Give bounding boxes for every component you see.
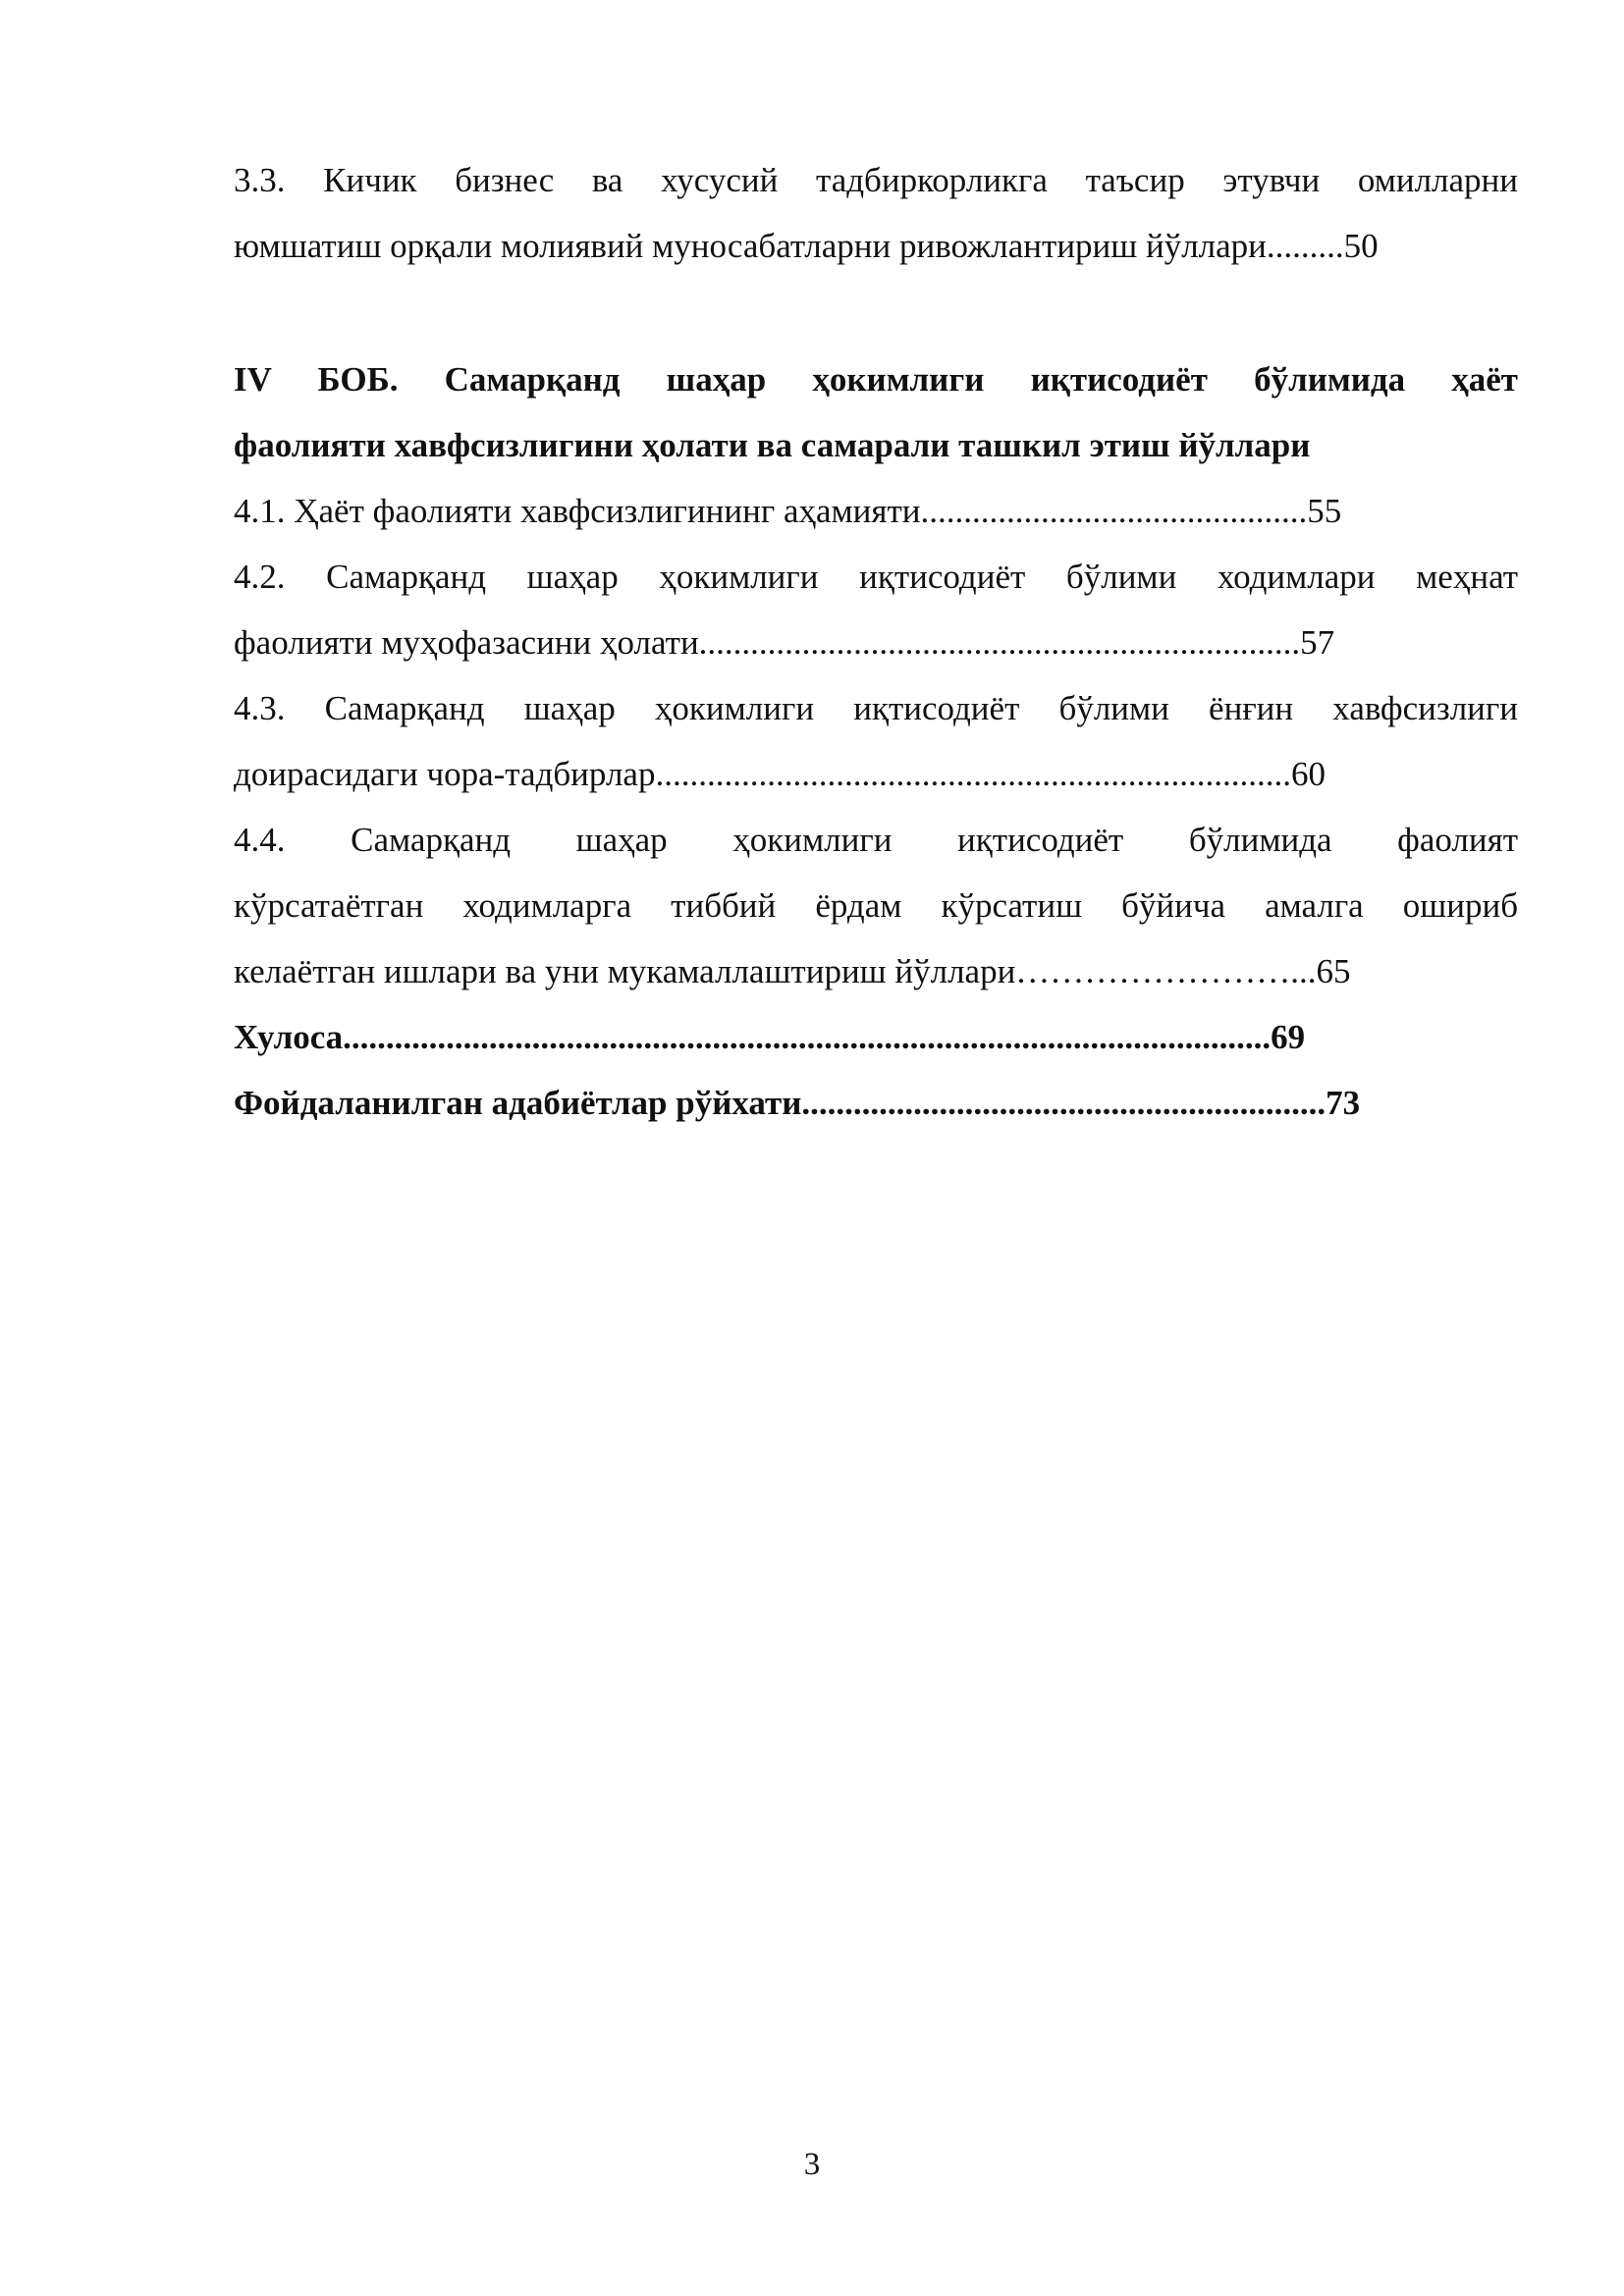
section-gap (234, 279, 1518, 347)
toc-item-3-3[interactable] (234, 147, 1518, 279)
toc-item-4-2-line-1: 4.2. Самарқанд шаҳар ҳокимлиги иқтисодиёт бўлими ходимлари меҳнат (234, 558, 1518, 596)
toc-chapter-4-line-2: фаолияти хавфсизлигини ҳолати ва самарали ташкил этиш йўллари (234, 426, 1311, 464)
page-number: 3 (803, 2147, 821, 2182)
toc-item-4-1-line-1: 4.1. Ҳаёт фаолияти хавфсизлигининг аҳамияти.............................................55 (234, 492, 1342, 530)
table-of-contents (234, 147, 1518, 1136)
toc-references-line-1: Фойдаланилган адабиётлар рўйхати.............................................................73 (234, 1084, 1361, 1122)
toc-item-4-4-line-2: кўрсатаётган ходимларга тиббий ёрдам кўрсатиш бўйича амалга ошириб (234, 886, 1518, 925)
toc-conclusion[interactable] (234, 1004, 1518, 1070)
toc-item-3-3-line-2: юмшатиш орқали молиявий муносабатларни ривожлантириш йўллари.........50 (234, 227, 1379, 265)
toc-item-4-3-line-1: 4.3. Самарқанд шаҳар ҳокимлиги иқтисодиёт бўлими ёнғин хавфсизлиги (234, 689, 1518, 727)
toc-item-4-2-line-2: фаолияти муҳофазасини ҳолати......................................................................57 (234, 623, 1335, 662)
toc-chapter-4-heading[interactable] (234, 347, 1518, 478)
toc-item-4-4[interactable] (234, 807, 1518, 1004)
toc-item-4-1[interactable] (234, 478, 1518, 544)
toc-references[interactable] (234, 1070, 1518, 1136)
toc-item-4-4-line-1: 4.4. Самарқанд шаҳар ҳокимлиги иқтисодиёт бўлимида фаолият (234, 821, 1518, 859)
toc-item-4-3-line-2: доирасидаги чора-тадбирлар..........................................................................60 (234, 755, 1326, 793)
toc-item-4-2[interactable] (234, 544, 1518, 675)
toc-item-4-3[interactable] (234, 675, 1518, 807)
toc-item-3-3-line-1: 3.3. Кичик бизнес ва хусусий тадбиркорликга таъсир этувчи омилларни (234, 161, 1518, 199)
toc-item-4-4-line-3: келаётган ишлари ва уни мукамаллаштириш йўллари……………………...65 (234, 952, 1351, 990)
toc-chapter-4-line-1: IV БОБ. Самарқанд шаҳар ҳокимлиги иқтисодиёт бўлимида ҳаёт (234, 360, 1518, 399)
toc-conclusion-line-1: Хулоса............................................................................................................69 (234, 1018, 1306, 1056)
